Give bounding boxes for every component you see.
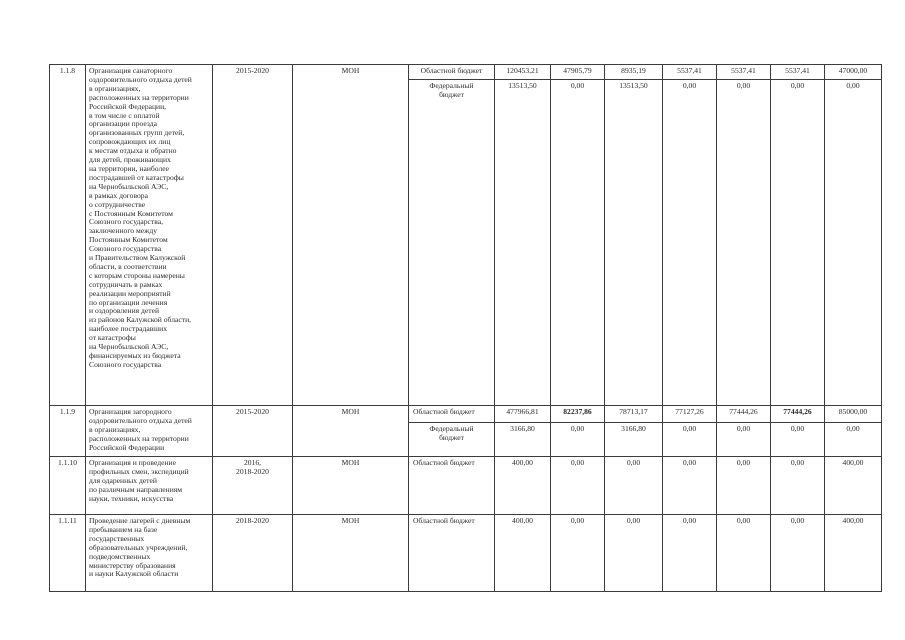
value-year: 5537,41	[663, 65, 717, 80]
row-number: 1.1.11	[50, 515, 86, 592]
value-year: 0,00	[771, 423, 825, 457]
value-total: 477966,81	[495, 406, 551, 423]
row-number: 1.1.9	[50, 406, 86, 457]
value-year: 5537,41	[717, 65, 771, 80]
value-total: 3166,80	[495, 423, 551, 457]
value-year: 0,00	[717, 80, 771, 406]
value-year: 0,00	[663, 423, 717, 457]
period: 2015-2020	[213, 65, 293, 406]
value-year: 5537,41	[771, 65, 825, 80]
value-year: 8935,19	[605, 65, 663, 80]
value-year: 0,00	[771, 80, 825, 406]
activity-description: Организация санаторного оздоровительного отдыха детей в организациях, расположенных на территории Российской Федерации, в том числе с оплатой организации проезда организованных групп детей, сопровождающих их лиц к местам отдыха и обратно для детей, проживающих на территории, наиболее пострадавшей от катастрофы на Чернобыльской АЭС, в рамках договора о сотрудничестве с Постоянным Комитетом Союзного государства, заключенного между Постоянным Комитетом Союзного государства и Правительством Калужской области, в соответствии с которым стороны намерены сотрудничать в рамках реализации мероприятий по организации лечения и оздоровления детей из районов Калужской области, наиболее пострадавших от катастрофы на Чернобыльской АЭС, финансируемых из бюджета Союзного государства	[86, 65, 213, 406]
value-year: 400,00	[825, 515, 882, 592]
activity-description: Организация и проведение профильных смен, экспедиций для одаренных детей по различным направлениям науки, техники, искусства	[86, 457, 213, 515]
row-number: 1.1.10	[50, 457, 86, 515]
value-year: 0,00	[551, 457, 605, 515]
executor: МОН	[293, 406, 409, 457]
funding-source: Федеральный бюджет	[409, 80, 495, 406]
table-row	[50, 457, 882, 515]
value-year: 82237,86	[551, 406, 605, 423]
value-year: 47905,79	[551, 65, 605, 80]
period: 2018-2020	[213, 515, 293, 592]
value-year: 77444,26	[717, 406, 771, 423]
table-row	[50, 406, 882, 423]
value-year: 0,00	[771, 457, 825, 515]
value-year: 0,00	[551, 80, 605, 406]
table-row	[50, 515, 882, 592]
period: 2015-2020	[213, 406, 293, 457]
value-year: 0,00	[717, 423, 771, 457]
value-year: 0,00	[825, 423, 882, 457]
value-year: 0,00	[605, 515, 663, 592]
value-year: 78713,17	[605, 406, 663, 423]
value-year: 13513,50	[605, 80, 663, 406]
value-total: 400,00	[495, 457, 551, 515]
value-year: 0,00	[551, 515, 605, 592]
budget-table	[49, 64, 882, 592]
funding-source: Областной бюджет	[409, 406, 495, 423]
value-year: 77127,26	[663, 406, 717, 423]
period: 2016, 2018-2020	[213, 457, 293, 515]
row-number: 1.1.8	[50, 65, 86, 406]
executor: МОН	[293, 515, 409, 592]
funding-source: Областной бюджет	[409, 65, 495, 80]
value-year: 0,00	[663, 515, 717, 592]
value-year: 0,00	[663, 457, 717, 515]
value-year: 47000,00	[825, 65, 882, 80]
funding-source: Областной бюджет	[409, 457, 495, 515]
value-total: 120453,21	[495, 65, 551, 80]
value-year: 77444,26	[771, 406, 825, 423]
value-total: 13513,50	[495, 80, 551, 406]
value-year: 0,00	[551, 423, 605, 457]
value-year: 0,00	[771, 515, 825, 592]
value-year: 0,00	[663, 80, 717, 406]
value-total: 400,00	[495, 515, 551, 592]
activity-description: Проведение лагерей с дневным пребыванием на базе государственных образовательных учреждений, подведомственных министерству образования и науки Калужской области	[86, 515, 213, 592]
executor: МОН	[293, 65, 409, 406]
executor: МОН	[293, 457, 409, 515]
value-year: 0,00	[717, 457, 771, 515]
value-year: 400,00	[825, 457, 882, 515]
value-year: 85000,00	[825, 406, 882, 423]
value-year: 0,00	[825, 80, 882, 406]
value-year: 3166,80	[605, 423, 663, 457]
value-year: 0,00	[605, 457, 663, 515]
funding-source: Областной бюджет	[409, 515, 495, 592]
activity-description: Организация загородного оздоровительного отдыха детей в организациях, расположенных на территории Российской Федерации	[86, 406, 213, 457]
value-year: 0,00	[717, 515, 771, 592]
table-row	[50, 65, 882, 80]
funding-source: Федеральный бюджет	[409, 423, 495, 457]
